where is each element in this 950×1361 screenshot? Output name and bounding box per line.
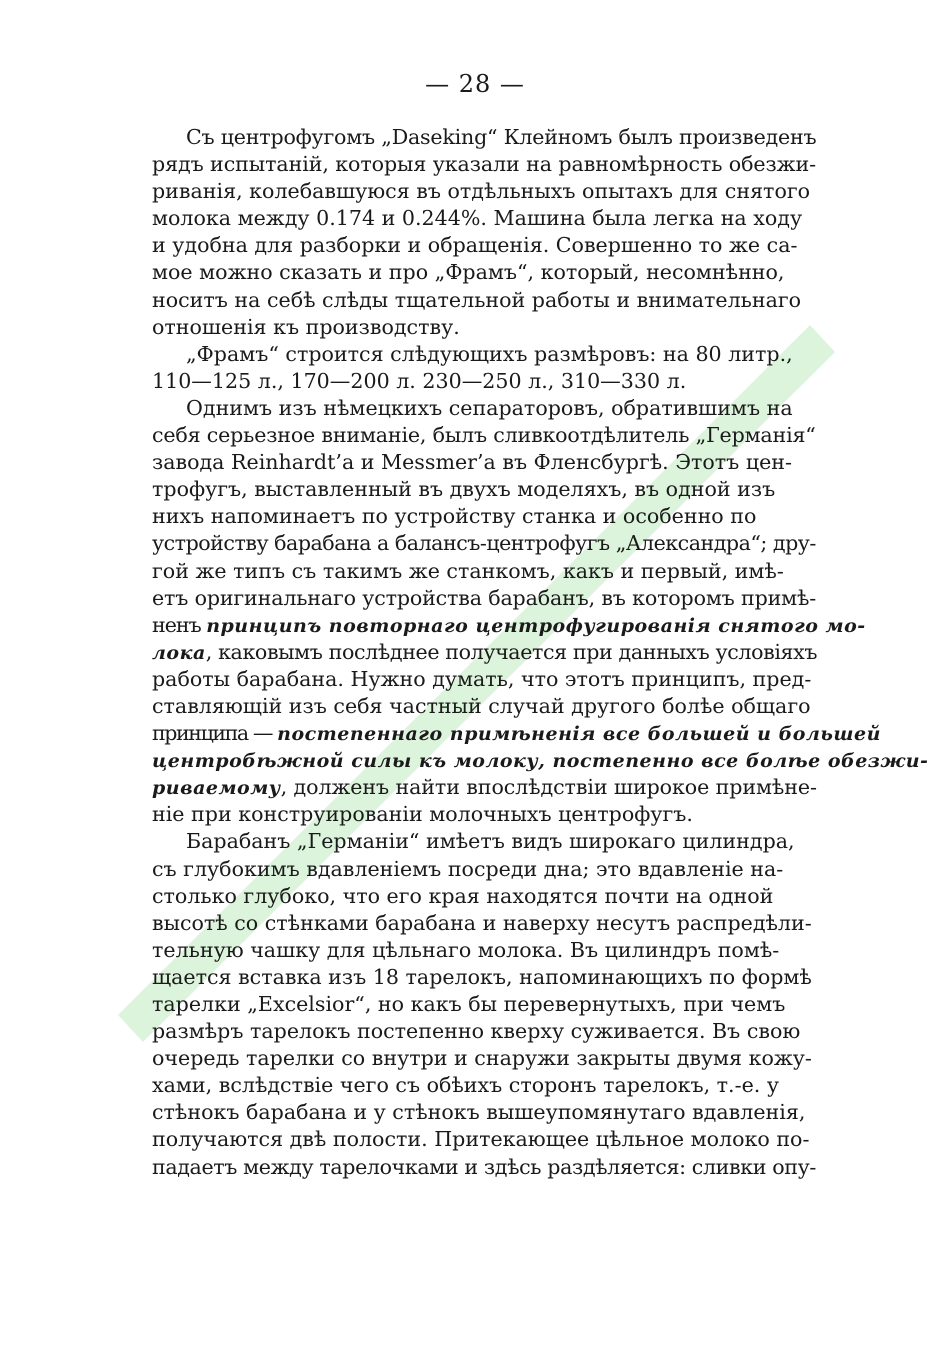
text-line: [152, 720, 881, 747]
line-text: рядъ испытаній, которыя указали на равномѣрность обезжи-: [152, 152, 817, 177]
text-line: [152, 503, 816, 530]
text-line: [152, 883, 816, 910]
text-line: [152, 1099, 816, 1126]
text-line: [152, 259, 816, 286]
line-text: завода Reinhardt’a и Messmer’a въ Фленсбургѣ. Этотъ цен-: [152, 450, 792, 475]
line-text: Однимъ изъ нѣмецкихъ сепараторовъ, обратившимъ на: [186, 395, 793, 420]
text-line: [152, 1072, 816, 1099]
line-text: принципа —: [152, 721, 278, 746]
emphasized-text: центробѣжной силы къ молоку, постепенно все болѣе обезжи-: [152, 750, 929, 773]
line-text: тельную чашку для цѣльнаго молока. Въ цилиндръ помѣ-: [152, 937, 780, 962]
line-text: щается вставка изъ 18 тарелокъ, напоминающихъ по формѣ: [152, 964, 812, 989]
line-text: 110—125 л., 170—200 л. 230—250 л., 310—330 л.: [152, 368, 687, 393]
line-text: падаетъ между тарелочками и здѣсь раздѣляется: сливки опу-: [152, 1154, 816, 1179]
page-number: — 28 —: [425, 70, 525, 98]
line-text: и удобна для разборки и обращенія. Совершенно то же са-: [152, 233, 798, 258]
line-text: риванія, колебавшуюся въ отдѣльныхъ опытахъ для снятого: [152, 179, 811, 204]
line-text: молока между 0.174 и 0.244%. Машина была легка на ходу: [152, 206, 803, 231]
text-line: [152, 693, 816, 720]
line-text: нихъ напоминаетъ по устройству станка и особенно по: [152, 504, 757, 529]
line-text: хами, вслѣдствіе чего съ обѣихъ сторонъ тарелокъ, т.-е. у: [152, 1073, 779, 1098]
text-line: [152, 124, 816, 151]
line-text: трофугъ, выставленный въ двухъ моделяхъ, въ одной изъ: [152, 477, 776, 502]
emphasized-text: риваемому: [152, 777, 281, 800]
line-text: стѣнокъ барабана и у стѣнокъ вышеупомянутаго вдавленія,: [152, 1100, 806, 1125]
line-text: мое можно сказать и про „Фрамъ“, который, несомнѣнно,: [152, 260, 785, 285]
text-line: [152, 639, 816, 666]
line-text: получаются двѣ полости. Притекающее цѣльное молоко по-: [152, 1127, 810, 1152]
text-line: [152, 991, 816, 1018]
text-line: [152, 612, 866, 639]
text-line: [152, 530, 816, 557]
line-text: гой же типъ съ такимъ же станкомъ, какъ и первый, имѣ-: [152, 558, 784, 583]
line-text: очередь тарелки со внутри и снаружи закрыты двумя кожу-: [152, 1046, 812, 1071]
line-text: работы барабана. Нужно думать, что этотъ принципъ, пред-: [152, 666, 812, 691]
text-line: [152, 910, 816, 937]
line-text: тарелки „Excelsior“, но какъ бы перевернутыхъ, при чемъ: [152, 992, 786, 1016]
text-line: [152, 856, 816, 883]
text-line: [152, 205, 816, 232]
text-line: [152, 801, 816, 828]
text-line: [152, 395, 816, 422]
line-text: носитъ на себѣ слѣды тщательной работы и внимательнаго: [152, 287, 802, 312]
line-text: ставляющій изъ себя частный случай другого болѣе общаго: [152, 693, 811, 718]
text-line: [152, 314, 816, 341]
line-text: себя серьезное вниманіе, былъ сливкоотдѣлитель „Германія“: [152, 423, 816, 448]
line-text: етъ оригинальнаго устройства барабанъ, въ которомъ примѣ-: [152, 585, 817, 610]
line-text: , каковымъ послѣднее получается при данныхъ условіяхъ: [205, 639, 818, 664]
text-line: [152, 341, 816, 368]
line-text: столько глубоко, что его края находятся почти на одной: [152, 883, 774, 908]
line-text: ненъ: [152, 612, 207, 637]
line-text: Съ центрофугомъ „Daseking“ Клейномъ былъ произведенъ: [186, 125, 817, 149]
text-line: [152, 232, 816, 259]
emphasized-text: постепеннаго примѣненія все большей и большей: [277, 723, 881, 746]
text-line: [152, 1126, 816, 1153]
text-line: [152, 774, 816, 801]
text-line: [152, 585, 816, 612]
text-line: [152, 422, 816, 449]
emphasized-text: принципъ повторнаго центрофугированія снятого мо-: [206, 614, 866, 637]
emphasized-text: лока: [152, 641, 206, 664]
text-line: [152, 449, 816, 476]
line-text: ніе при конструированіи молочныхъ центрофугъ.: [152, 802, 693, 827]
text-line: [152, 666, 816, 693]
line-text: отношенія къ производству.: [152, 314, 460, 339]
text-line: [152, 1018, 816, 1045]
text-line: [152, 937, 816, 964]
line-text: размѣръ тарелокъ постепенно кверху суживается. Въ свою: [152, 1019, 801, 1044]
line-text: высотѣ со стѣнками барабана и наверху несутъ распредѣли-: [152, 910, 812, 935]
text-line: [152, 828, 816, 855]
line-text: Барабанъ „Германіи“ имѣетъ видъ широкаго цилиндра,: [186, 829, 795, 854]
body-text: [152, 124, 929, 1181]
text-line: [152, 1045, 816, 1072]
text-line: [152, 287, 816, 314]
text-line: [152, 964, 816, 991]
line-text: „Фрамъ“ строится слѣдующихъ размѣровъ: на 80 литр.,: [186, 341, 793, 366]
text-line: [152, 151, 816, 178]
text-line: [152, 1154, 816, 1181]
text-line: [152, 178, 816, 205]
line-text: съ глубокимъ вдавленіемъ посреди дна; это вдавленіе на-: [152, 856, 784, 881]
line-text: , долженъ найти впослѣдствіи широкое примѣне-: [280, 775, 817, 800]
text-line: [152, 368, 816, 395]
text-line: [152, 476, 816, 503]
line-text: устройству барабана а балансъ-центрофугъ „Александра“; дру-: [152, 531, 816, 556]
text-line: [152, 747, 929, 774]
text-line: [152, 558, 816, 585]
